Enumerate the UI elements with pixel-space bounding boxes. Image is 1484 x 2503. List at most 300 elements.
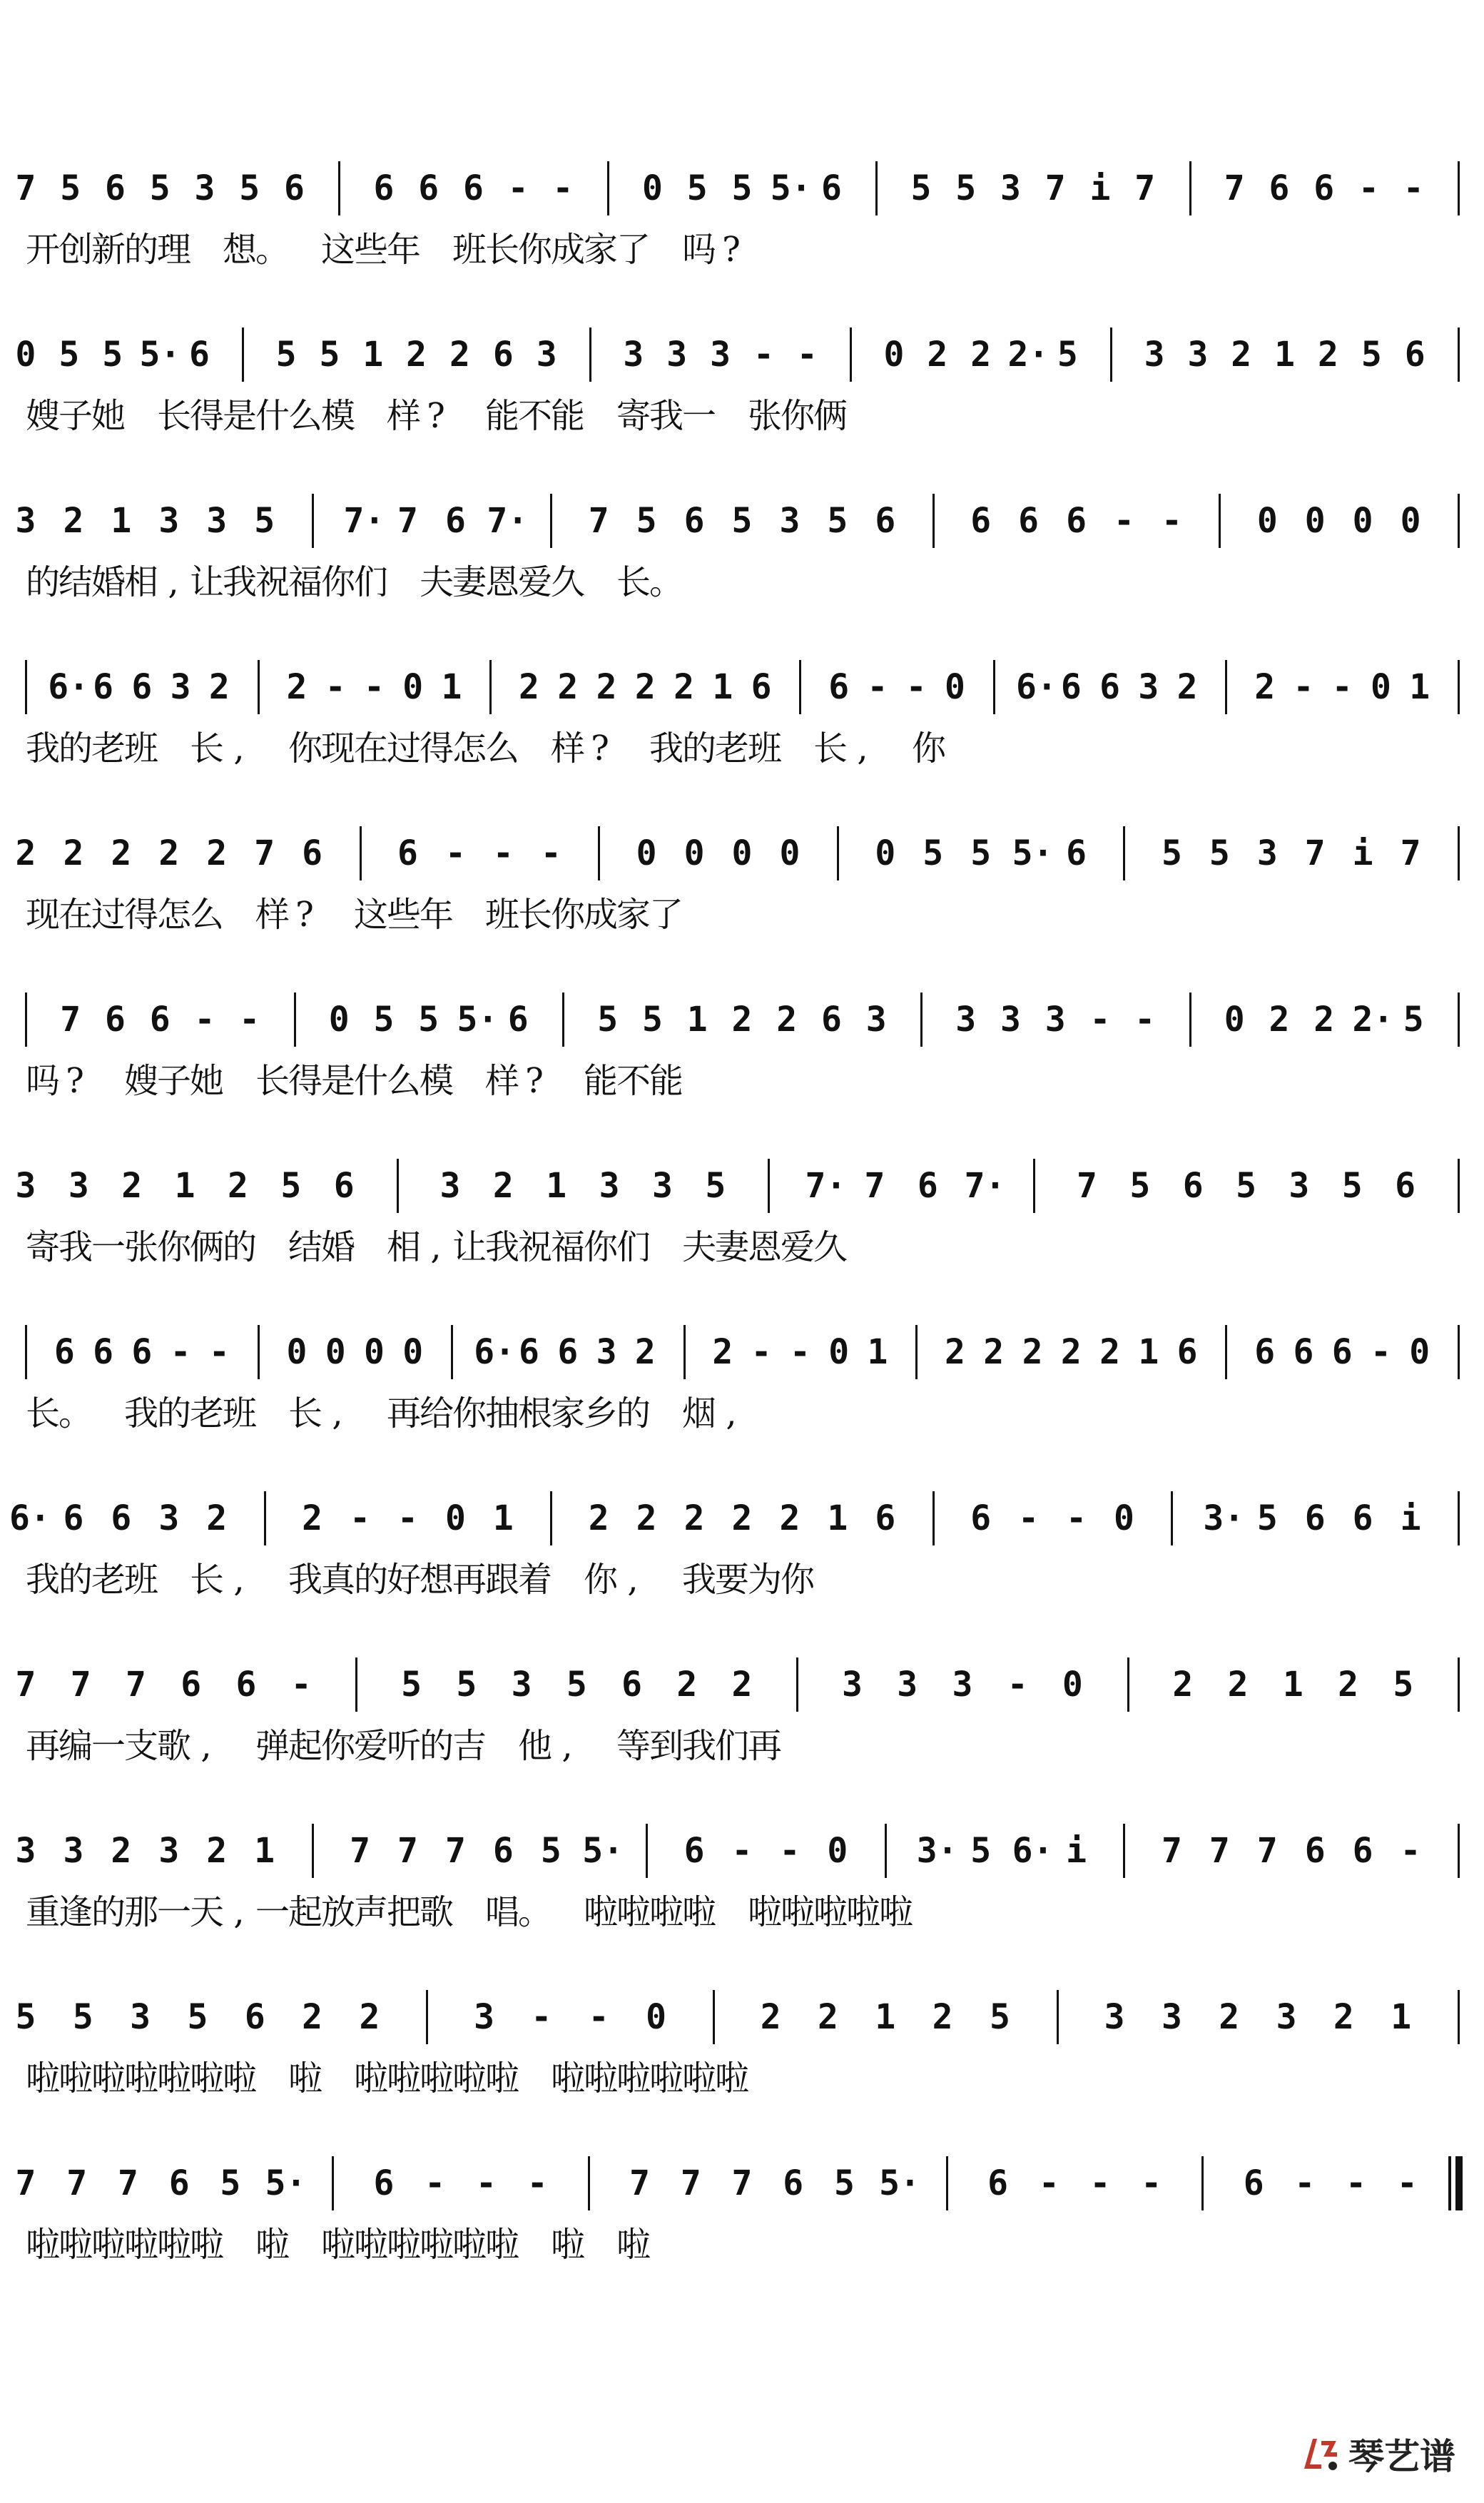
lyric-char: 要 bbox=[715, 1560, 750, 1600]
lyric-char: 的 bbox=[59, 1560, 93, 1600]
note: 7 bbox=[66, 2163, 88, 2203]
lyric-char: 成 bbox=[584, 895, 619, 935]
note: 5 bbox=[910, 168, 932, 208]
lyric-char: 。 bbox=[255, 230, 290, 270]
note: 6 bbox=[970, 1498, 992, 1538]
note: 3 bbox=[1256, 833, 1278, 873]
lyric-char: 啦 bbox=[91, 2225, 126, 2265]
note: 5 bbox=[1341, 1166, 1363, 1206]
bar-line bbox=[1458, 494, 1460, 548]
lyric-char: 这 bbox=[321, 230, 356, 270]
note: 3 bbox=[130, 1997, 151, 2037]
lyric-char: 一 bbox=[255, 1892, 290, 1932]
lyric-char: 能 bbox=[485, 396, 520, 436]
note: 3 bbox=[15, 1166, 36, 1206]
bar-line bbox=[360, 826, 362, 880]
note: 1 bbox=[111, 501, 132, 541]
bar-line bbox=[683, 1325, 686, 1379]
lyric-char: 啦 bbox=[59, 2058, 93, 2098]
note: 7 bbox=[397, 501, 418, 541]
note: 6 bbox=[1176, 1332, 1198, 1372]
lyric-char: 嫂 bbox=[26, 396, 61, 436]
note: 0 bbox=[636, 833, 657, 873]
lyric-char: , bbox=[726, 1393, 737, 1433]
note: 3 bbox=[1276, 1997, 1297, 2037]
note: 7 bbox=[397, 1831, 418, 1871]
note: 6 bbox=[1304, 1831, 1326, 1871]
note: - bbox=[1400, 1831, 1421, 1871]
lyric-char: 俩 bbox=[190, 1227, 225, 1267]
note: 3 bbox=[15, 501, 36, 541]
note: 2 bbox=[1176, 667, 1198, 707]
lyric-char: 你 bbox=[288, 728, 323, 768]
note: 6 bbox=[875, 1498, 896, 1538]
note: 7 bbox=[864, 1166, 885, 1206]
note: 6 bbox=[683, 1831, 705, 1871]
lyric-char: , bbox=[561, 1726, 573, 1766]
note: 3 bbox=[666, 335, 688, 375]
final-barline-thin bbox=[1448, 2156, 1451, 2210]
lyric-char: 乡 bbox=[584, 1393, 619, 1433]
bar-line bbox=[837, 826, 839, 880]
note: 6 bbox=[821, 1000, 842, 1040]
note: 3 bbox=[15, 1831, 36, 1871]
note: i bbox=[1352, 833, 1373, 873]
note: 0 bbox=[402, 1332, 424, 1372]
note: 7 bbox=[15, 2163, 36, 2203]
note: 2 bbox=[1172, 1665, 1194, 1705]
lyric-char: 子 bbox=[157, 1061, 192, 1101]
lyric-char: 的 bbox=[124, 230, 159, 270]
note: - bbox=[208, 1332, 230, 1372]
lyric-char: 啦 bbox=[584, 2058, 619, 2098]
note: - bbox=[796, 335, 818, 375]
note: 0 bbox=[15, 335, 36, 375]
note: 5 bbox=[239, 168, 260, 208]
bar-line bbox=[850, 328, 852, 382]
lyric-char: 起 bbox=[288, 1892, 323, 1932]
note: 7 bbox=[629, 2163, 651, 2203]
note: 0 bbox=[1371, 667, 1391, 707]
lyric-char: 啦 bbox=[485, 2225, 520, 2265]
note: 6 bbox=[418, 168, 439, 208]
note: 6 bbox=[63, 1498, 84, 1538]
note: - bbox=[1293, 667, 1314, 707]
note: 6 bbox=[557, 1332, 579, 1372]
lyric-char: 好 bbox=[387, 1560, 422, 1600]
note: 5 bbox=[731, 501, 753, 541]
lyric-char: 长 bbox=[26, 1393, 61, 1433]
note: 0 bbox=[1400, 501, 1421, 541]
note: 5 bbox=[1403, 1000, 1424, 1040]
note: 2 bbox=[111, 833, 132, 873]
lyric-char: 的 bbox=[420, 1726, 454, 1766]
note: 3 bbox=[63, 1831, 84, 1871]
lyric-char: 长 bbox=[190, 728, 225, 768]
bar-line bbox=[25, 1325, 27, 1379]
lyric-char: 啦 bbox=[485, 2058, 520, 2098]
note: 6 bbox=[1404, 335, 1425, 375]
bar-line bbox=[885, 1824, 887, 1878]
note: 5· bbox=[770, 168, 812, 208]
note: 3 bbox=[206, 501, 228, 541]
note: 0 bbox=[828, 1332, 850, 1372]
note: - bbox=[1089, 2163, 1111, 2203]
lyric-char: 你 bbox=[912, 728, 947, 768]
note: 5 bbox=[686, 168, 708, 208]
lyric-char: 了 bbox=[649, 895, 684, 935]
lyric-char: 嫂 bbox=[124, 1061, 159, 1101]
lyric-char: 啦 bbox=[387, 2058, 422, 2098]
note: - bbox=[1141, 2163, 1162, 2203]
lyric-char: 啦 bbox=[879, 1892, 914, 1932]
lyric-char: 怎 bbox=[452, 728, 487, 768]
lyric-char: 一 bbox=[157, 1892, 192, 1932]
lyric-char: 成 bbox=[551, 230, 586, 270]
note: 2 bbox=[302, 1997, 323, 2037]
lyric-char: 啦 bbox=[354, 2225, 389, 2265]
note: - bbox=[753, 335, 774, 375]
lyric-char: 真 bbox=[321, 1560, 356, 1600]
note: 6 bbox=[444, 501, 466, 541]
note: 2 bbox=[731, 1665, 753, 1705]
note: 2 bbox=[983, 1332, 1005, 1372]
note: 6 bbox=[1269, 168, 1290, 208]
lyric-char: 福 bbox=[551, 1227, 586, 1267]
bar-line bbox=[713, 1990, 715, 2044]
lyric-char: 长 bbox=[255, 1061, 290, 1101]
lyric-char: 在 bbox=[354, 728, 389, 768]
lyric-char: 夫 bbox=[420, 562, 454, 602]
lyric-char: 等 bbox=[616, 1726, 651, 1766]
note: 7 bbox=[731, 2163, 753, 2203]
note: 6 bbox=[917, 1166, 938, 1206]
note: - bbox=[1161, 501, 1182, 541]
note: 2 bbox=[674, 667, 695, 707]
lyric-row bbox=[0, 2223, 1484, 2268]
bar-line bbox=[1458, 1325, 1460, 1379]
note: 7 bbox=[126, 1665, 146, 1705]
note: 0 bbox=[402, 667, 424, 707]
note: 6 bbox=[373, 168, 395, 208]
note: 2 bbox=[776, 1000, 798, 1040]
lyric-char: 吉 bbox=[452, 1726, 487, 1766]
note: 7· bbox=[343, 501, 385, 541]
lyric-char: 烟 bbox=[682, 1393, 717, 1433]
note: 2 bbox=[406, 335, 427, 375]
lyric-char: 年 bbox=[387, 230, 422, 270]
note: 3 bbox=[865, 1000, 887, 1040]
note: 2 bbox=[206, 1831, 228, 1871]
lyric-char: 张 bbox=[124, 1227, 159, 1267]
lyric-char: 啦 bbox=[846, 1892, 881, 1932]
bar-line bbox=[1057, 1990, 1059, 2044]
lyric-char: 的 bbox=[354, 1560, 389, 1600]
lyric-char: 为 bbox=[748, 1560, 783, 1600]
lyric-char: 给 bbox=[420, 1393, 454, 1433]
lyric-char: 再 bbox=[452, 1560, 487, 1600]
lyric-char: 相 bbox=[124, 562, 159, 602]
note: 7 bbox=[254, 833, 275, 873]
note: 6 bbox=[1060, 667, 1082, 707]
lyric-char: 班 bbox=[223, 1393, 258, 1433]
note: 5 bbox=[220, 2163, 241, 2203]
note: 5 bbox=[418, 1000, 439, 1040]
note: - bbox=[1038, 2163, 1059, 2203]
note: 0 bbox=[731, 833, 753, 873]
note: 5 bbox=[59, 335, 80, 375]
note: 2 bbox=[519, 667, 539, 707]
note: 5 bbox=[319, 335, 340, 375]
note: 5 bbox=[731, 168, 753, 208]
note: 6 bbox=[783, 2163, 804, 2203]
note: 6 bbox=[492, 335, 514, 375]
note: 2 bbox=[63, 833, 84, 873]
lyric-char: 了 bbox=[616, 230, 651, 270]
lyric-char: 啦 bbox=[190, 2058, 225, 2098]
lyric-char: 啦 bbox=[255, 2225, 290, 2265]
note: 5 bbox=[15, 1997, 36, 2037]
lyric-char: 样 bbox=[551, 728, 586, 768]
score-system bbox=[0, 325, 1484, 439]
note: 1 bbox=[712, 667, 733, 707]
note: 3 bbox=[897, 1665, 918, 1705]
note: 0 bbox=[827, 1831, 848, 1871]
note: - bbox=[789, 1332, 810, 1372]
note: 5 bbox=[275, 335, 297, 375]
bar-line bbox=[355, 1657, 357, 1712]
lyric-char: 我 bbox=[682, 1726, 717, 1766]
note: 7 bbox=[15, 168, 36, 208]
note: 5 bbox=[827, 501, 848, 541]
note: - bbox=[1371, 1332, 1391, 1372]
lyric-row bbox=[0, 2057, 1484, 2101]
lyric-row bbox=[0, 228, 1484, 273]
note: 2 bbox=[970, 335, 992, 375]
note: 6 bbox=[1331, 1332, 1353, 1372]
note: 6 bbox=[463, 168, 484, 208]
lyric-row bbox=[0, 727, 1484, 771]
lyric-char: 恩 bbox=[485, 562, 520, 602]
lyric-char: 啦 bbox=[321, 2225, 356, 2265]
bar-line bbox=[294, 992, 296, 1047]
note: 0 bbox=[945, 667, 965, 707]
note: 1 bbox=[875, 1997, 896, 2037]
bar-line bbox=[1201, 2156, 1204, 2210]
lyric-char: 我 bbox=[649, 396, 684, 436]
note: i bbox=[1089, 168, 1111, 208]
note: 5 bbox=[955, 168, 977, 208]
note: - bbox=[397, 1498, 418, 1538]
note: 3 bbox=[952, 1665, 973, 1705]
lyric-char: 啦 bbox=[288, 2058, 323, 2098]
note: 2 bbox=[15, 833, 36, 873]
bar-line bbox=[932, 1491, 935, 1545]
bar-line bbox=[1033, 1159, 1035, 1213]
lyric-char: 现 bbox=[321, 728, 356, 768]
lyric-row bbox=[0, 1891, 1484, 1935]
lyric-char: 重 bbox=[26, 1892, 61, 1932]
note: 2 bbox=[63, 501, 84, 541]
note: 6· bbox=[1012, 1831, 1054, 1871]
bar-line bbox=[646, 1824, 648, 1878]
note: 5 bbox=[456, 1665, 477, 1705]
note: 6 bbox=[131, 667, 153, 707]
note-row bbox=[0, 2153, 1484, 2218]
lyric-char: 创 bbox=[59, 230, 93, 270]
lyric-char: 把 bbox=[387, 1892, 422, 1932]
note: i bbox=[1066, 1831, 1087, 1871]
lyric-char: 婚 bbox=[321, 1227, 356, 1267]
lyric-char: ? bbox=[591, 728, 609, 768]
lyric-char: 到 bbox=[649, 1726, 684, 1766]
note: 6 bbox=[93, 667, 113, 707]
note-row bbox=[0, 1488, 1484, 1553]
note: 5 bbox=[1209, 833, 1230, 873]
note: 3 bbox=[779, 501, 801, 541]
note: 6 bbox=[168, 2163, 190, 2203]
note: 2 bbox=[712, 1332, 733, 1372]
bar-line bbox=[1189, 992, 1191, 1047]
note: 1 bbox=[867, 1332, 888, 1372]
bar-line bbox=[1123, 826, 1125, 880]
note: 6 bbox=[181, 1665, 202, 1705]
note: 7 bbox=[60, 1000, 81, 1040]
lyric-char: 得 bbox=[288, 1061, 323, 1101]
lyric-row bbox=[0, 1392, 1484, 1436]
lyric-char: 长 bbox=[616, 562, 651, 602]
lyric-char: 着 bbox=[518, 1560, 553, 1600]
lyric-char: 模 bbox=[420, 1061, 454, 1101]
lyric-char: 你 bbox=[781, 396, 815, 436]
lyric-char: 啦 bbox=[387, 2225, 422, 2265]
note-row bbox=[0, 325, 1484, 389]
note: 6 bbox=[105, 1000, 126, 1040]
lyric-char: , bbox=[200, 1726, 212, 1766]
bar-line bbox=[562, 992, 564, 1047]
note: - bbox=[325, 667, 346, 707]
bar-line bbox=[25, 992, 27, 1047]
note: 2 bbox=[818, 1997, 838, 2037]
lyric-char: 啦 bbox=[124, 2225, 159, 2265]
note: 5 bbox=[642, 1000, 663, 1040]
note: 3 bbox=[158, 1831, 180, 1871]
lyric-char: 些 bbox=[387, 895, 422, 935]
lyric-char: 么 bbox=[288, 396, 323, 436]
note: 5 bbox=[1236, 1166, 1256, 1206]
note: 2 bbox=[945, 1332, 965, 1372]
note: 2 bbox=[1318, 335, 1338, 375]
note: 3 bbox=[596, 1332, 617, 1372]
lyric-char: 婚 bbox=[91, 562, 126, 602]
lyric-char: , bbox=[233, 1560, 245, 1600]
bar-line bbox=[1458, 161, 1460, 215]
note: - bbox=[239, 1000, 260, 1040]
lyric-char: 啦 bbox=[649, 1892, 684, 1932]
note: 0 bbox=[328, 1000, 350, 1040]
note: 2 bbox=[206, 1498, 228, 1538]
lyric-char: 。 bbox=[518, 1892, 553, 1932]
note: 0 bbox=[286, 1332, 308, 1372]
lyric-char: 她 bbox=[190, 1061, 225, 1101]
note: 2 bbox=[779, 1498, 801, 1538]
note: 5 bbox=[705, 1166, 726, 1206]
note: 3 bbox=[1000, 1000, 1021, 1040]
lyric-char: 逢 bbox=[59, 1892, 93, 1932]
lyric-char: 我 bbox=[124, 1393, 159, 1433]
note: 1 bbox=[1138, 1332, 1159, 1372]
note: 2· bbox=[1007, 335, 1050, 375]
note: - bbox=[1114, 501, 1134, 541]
note: 3 bbox=[1187, 335, 1209, 375]
note: 1 bbox=[254, 1831, 275, 1871]
lyric-char: 得 bbox=[124, 895, 159, 935]
lyric-char: 啦 bbox=[157, 2058, 192, 2098]
bar-line bbox=[1123, 1824, 1125, 1878]
note: 5 bbox=[401, 1665, 422, 1705]
lyric-char: 让 bbox=[190, 562, 225, 602]
note: 7· bbox=[805, 1166, 847, 1206]
lyric-char: 我 bbox=[485, 1227, 520, 1267]
lyric-char: ? bbox=[295, 895, 314, 935]
note: 5 bbox=[254, 501, 275, 541]
note: 3 bbox=[1138, 667, 1159, 707]
note: - bbox=[492, 833, 514, 873]
lyric-char: 我 bbox=[223, 562, 258, 602]
lyric-char: 开 bbox=[26, 230, 61, 270]
lyric-char: 他 bbox=[518, 1726, 553, 1766]
lyric-char: 起 bbox=[288, 1726, 323, 1766]
lyric-char: , bbox=[627, 1560, 639, 1600]
note-row bbox=[0, 823, 1484, 888]
note: 6 bbox=[1254, 1332, 1276, 1372]
note: 6 bbox=[1243, 2163, 1264, 2203]
bar-line bbox=[1219, 494, 1221, 548]
bar-line bbox=[25, 660, 27, 714]
note: 2 bbox=[449, 335, 470, 375]
lyric-char: 长 bbox=[518, 895, 553, 935]
note: 3 bbox=[1144, 335, 1165, 375]
lyric-char: 久 bbox=[551, 562, 586, 602]
note: 0 bbox=[642, 168, 663, 208]
lyric-char: 一 bbox=[682, 396, 717, 436]
bar-line bbox=[1458, 1491, 1460, 1545]
note: - bbox=[194, 1000, 215, 1040]
lyric-char: 抽 bbox=[485, 1393, 520, 1433]
note: 6 bbox=[1293, 1332, 1314, 1372]
note: 2 bbox=[683, 1498, 705, 1538]
lyric-char: 们 bbox=[354, 562, 389, 602]
lyric-char: 这 bbox=[354, 895, 389, 935]
lyric-char: 啦 bbox=[682, 2058, 717, 2098]
lyric-char: 祝 bbox=[255, 562, 290, 602]
lyric-char: 再 bbox=[26, 1726, 61, 1766]
lyric-char: 样 bbox=[485, 1061, 520, 1101]
note: 3 bbox=[158, 501, 180, 541]
note: 2 bbox=[208, 667, 230, 707]
note: 7 bbox=[1224, 168, 1245, 208]
bar-line bbox=[1225, 660, 1227, 714]
note: 5· bbox=[139, 335, 181, 375]
lyric-char: 啦 bbox=[715, 2058, 750, 2098]
note: 7 bbox=[680, 2163, 701, 2203]
lyric-char: 么 bbox=[190, 895, 225, 935]
lyric-row bbox=[0, 1558, 1484, 1603]
lyric-char: , bbox=[233, 728, 245, 768]
note: - bbox=[588, 1997, 609, 2037]
lyric-char: 。 bbox=[649, 562, 684, 602]
note: 5 bbox=[566, 1665, 587, 1705]
